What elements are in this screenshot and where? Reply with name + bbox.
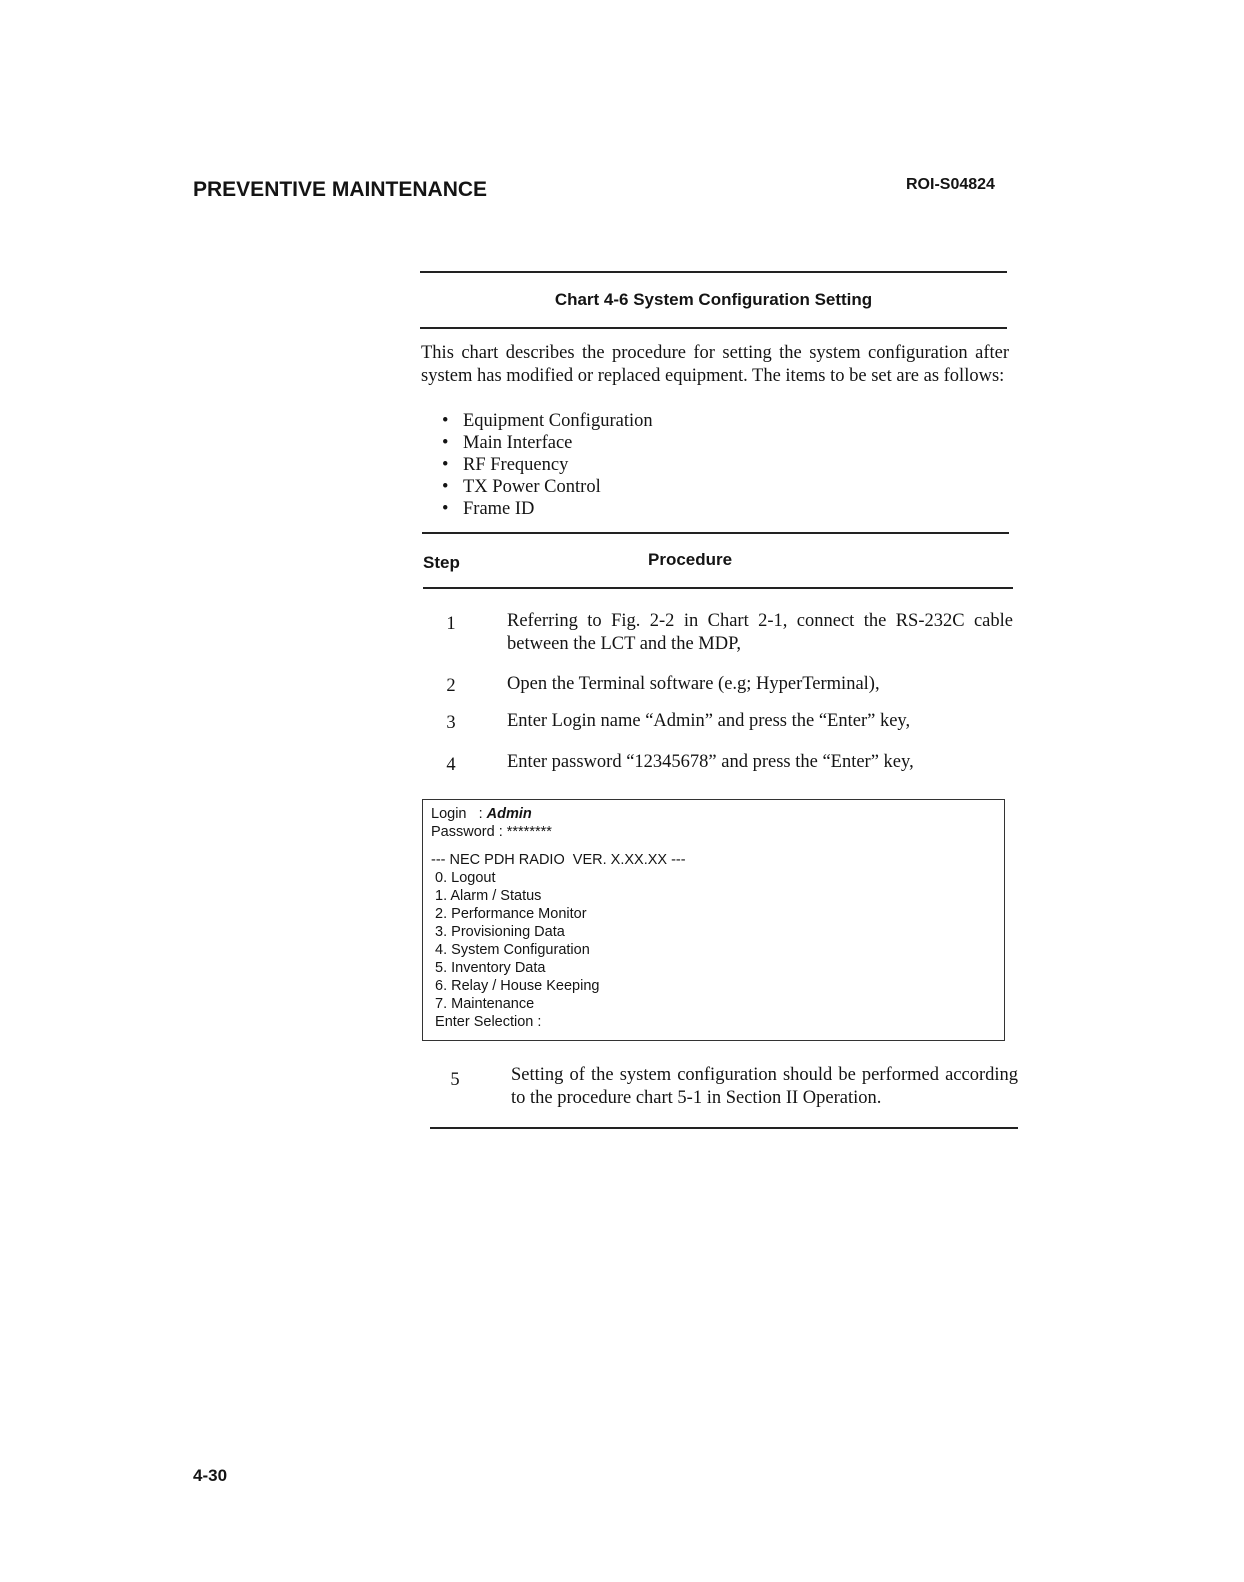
page-number: 4-30 bbox=[193, 1466, 228, 1485]
section-title: PREVENTIVE MAINTENANCE bbox=[193, 178, 488, 201]
list-item bbox=[442, 498, 653, 520]
list-rule bbox=[422, 532, 1009, 534]
list-item-label: TX Power Control bbox=[463, 477, 601, 497]
header-rule bbox=[423, 587, 1013, 589]
list-item bbox=[442, 454, 653, 476]
menu-item-system-configuration: 4. System Configuration bbox=[431, 942, 590, 958]
intro-paragraph: This chart describes the procedure for setting the system configuration after system has modified or replaced equipment. The items to be set are as follows: bbox=[421, 343, 1009, 386]
step-number: 5 bbox=[450, 1070, 460, 1090]
password-line: Password : ******** bbox=[431, 824, 552, 840]
bottom-rule bbox=[430, 1127, 1018, 1129]
list-item bbox=[442, 410, 653, 432]
login-line bbox=[431, 805, 1004, 823]
terminal-banner: --- NEC PDH RADIO VER. X.XX.XX --- bbox=[431, 852, 686, 868]
list-item-label: Equipment Configuration bbox=[463, 411, 653, 431]
login-value: Admin bbox=[486, 806, 532, 822]
top-rule bbox=[420, 271, 1007, 273]
step-number: 4 bbox=[446, 755, 456, 775]
menu-item-performance-monitor: 2. Performance Monitor bbox=[431, 906, 587, 922]
bullet-icon: • bbox=[442, 477, 449, 497]
step-number: 1 bbox=[446, 614, 456, 634]
menu-item-maintenance: 7. Maintenance bbox=[431, 996, 535, 1012]
step-text: Enter password “12345678” and press the “Enter” key, bbox=[507, 752, 914, 772]
step-text: Setting of the system configuration should be performed according to the procedure chart 5-1 in Section II Operation. bbox=[511, 1065, 1018, 1108]
step-number: 3 bbox=[446, 713, 456, 733]
step-column-header: Step bbox=[423, 553, 460, 572]
step-number: 2 bbox=[446, 676, 456, 696]
list-item-label: RF Frequency bbox=[463, 455, 569, 475]
terminal-prompt: Enter Selection : bbox=[431, 1014, 542, 1030]
terminal-screen bbox=[422, 799, 1005, 1041]
login-label: Login : bbox=[431, 806, 487, 822]
menu-item-inventory-data: 5. Inventory Data bbox=[431, 960, 546, 976]
step-text: Enter Login name “Admin” and press the “Enter” key, bbox=[507, 711, 911, 731]
bullet-icon: • bbox=[442, 411, 449, 431]
bullet-icon: • bbox=[442, 433, 449, 453]
procedure-column-header: Procedure bbox=[648, 550, 733, 569]
bullet-icon: • bbox=[442, 499, 449, 519]
document-code: ROI-S04824 bbox=[906, 176, 995, 193]
bullet-icon: • bbox=[442, 455, 449, 475]
list-item-label: Main Interface bbox=[463, 433, 573, 453]
chart-title: Chart 4-6 System Configuration Setting bbox=[554, 290, 873, 309]
list-item-label: Frame ID bbox=[463, 499, 535, 519]
title-rule bbox=[420, 327, 1007, 329]
menu-item-logout: 0. Logout bbox=[431, 870, 496, 886]
menu-item-provisioning-data: 3. Provisioning Data bbox=[431, 924, 565, 940]
menu-item-relay-house-keeping: 6. Relay / House Keeping bbox=[431, 978, 600, 994]
step-text: Referring to Fig. 2-2 in Chart 2-1, connect the RS-232C cable between the LCT and the MDP, bbox=[507, 611, 1013, 654]
menu-item-alarm-status: 1. Alarm / Status bbox=[431, 888, 542, 904]
list-item bbox=[442, 476, 653, 498]
list-item bbox=[442, 432, 653, 454]
config-items-list bbox=[442, 410, 653, 520]
step-text: Open the Terminal software (e.g; HyperTerminal), bbox=[507, 674, 880, 694]
